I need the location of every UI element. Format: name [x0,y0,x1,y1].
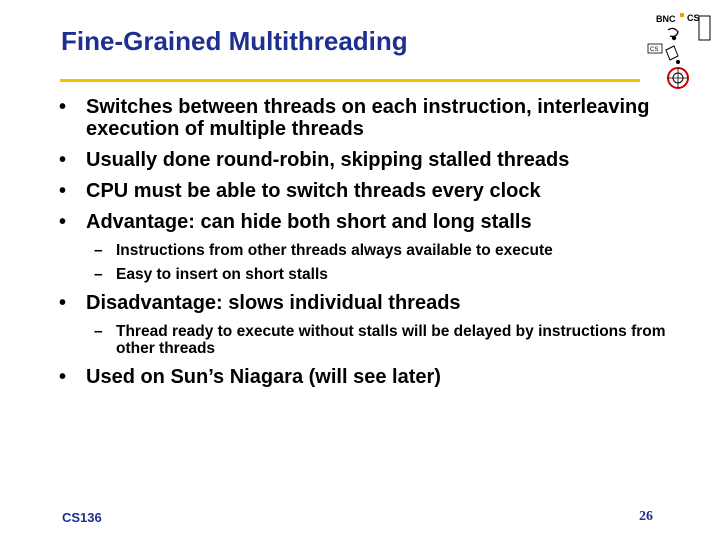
bullet-item-advantage [57,211,677,283]
page-number: 26 [639,509,653,524]
logo-text-cs: CS [687,13,700,23]
bullet-text: Advantage: can hide both short and long stalls [86,211,532,233]
sub-bullet-item: – Instructions from other threads always available to execute [86,242,677,259]
sub-bullet-item: – Thread ready to execute without stalls will be delayed by instructions from other threads [86,323,677,357]
logo-text-small: CS [650,47,659,53]
sub-bullet-list [86,242,677,283]
footer-course: CS136 [62,510,102,525]
bullet-text: Disadvantage: slows individual threads [86,292,461,314]
title-underline [60,79,658,82]
slide-title: Fine-Grained Multithreading [61,26,408,56]
sub-bullet-item: – Easy to insert on short stalls [86,266,677,283]
sub-bullet-list [86,323,677,357]
bullet-item: • CPU must be able to switch threads every clock [57,180,677,202]
course-logo [640,8,714,94]
bullet-list [57,96,677,397]
bullet-item: • Switches between threads on each instruction, interleaving execution of multiple threads [57,96,677,140]
bullet-item: • Used on Sun’s Niagara (will see later) [57,366,677,388]
bullet-item-disadvantage [57,292,677,357]
bullet-item: • Usually done round-robin, skipping stalled threads [57,149,677,171]
logo-text-top: BNC [656,14,676,24]
